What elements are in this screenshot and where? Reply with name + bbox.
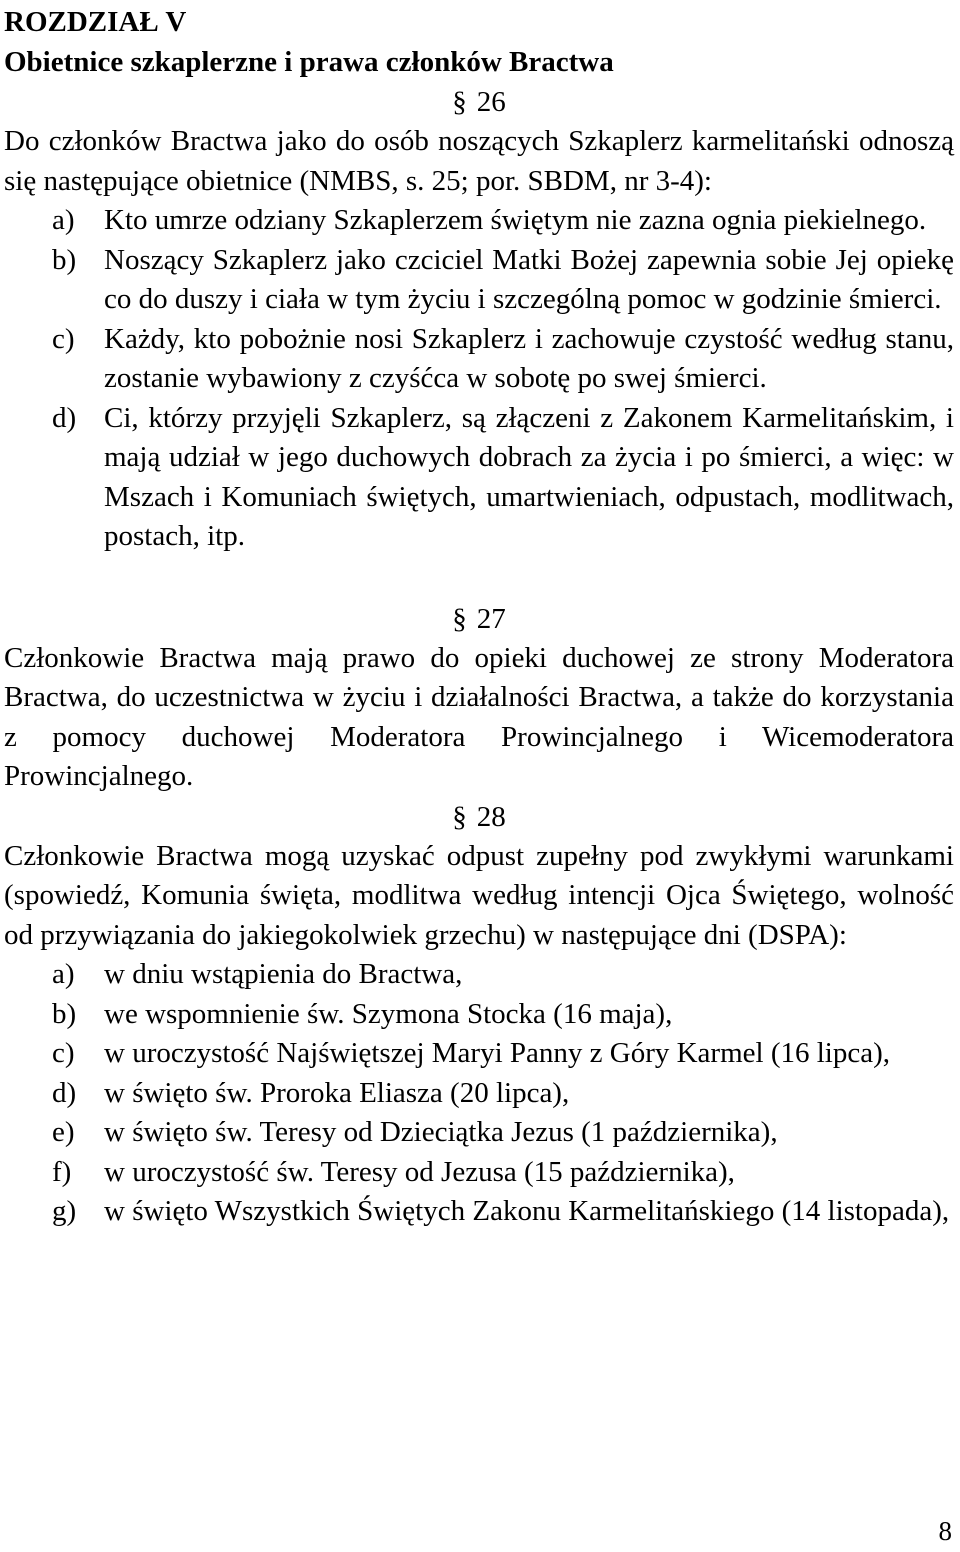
section-intro: Członkowie Bractwa mają prawo do opieki duchowej ze strony Moderatora Bractwa, do uczestnictwa w życiu i działalności Bractwa, a także do korzystania z pomocy duchowej Moderatora Prowincjalnego i Wicemoderatora Prowincjalnego. bbox=[4, 641, 954, 792]
list-item bbox=[4, 1113, 954, 1153]
list-item bbox=[4, 1153, 954, 1193]
list-marker: b) bbox=[52, 997, 77, 1030]
list-marker: a) bbox=[52, 204, 75, 236]
list-item-text: Noszący Szkaplerz jako czciciel Matki Bożej zapewnia sobie Jej opiekę co do duszy i ciała w tym życiu i szczególną pomoc w godzinie śmierci. bbox=[104, 243, 954, 315]
section-sign: § bbox=[452, 86, 467, 118]
chapter-heading: Obietnice szkaplerzne i prawa członków Bractwa bbox=[4, 46, 614, 78]
list-marker: d) bbox=[52, 1076, 77, 1109]
list-item-text: w uroczystość Najświętszej Maryi Panny z Góry Karmel (16 lipca), bbox=[104, 1037, 890, 1069]
section-intro: Do członków Bractwa jako do osób noszących Szkaplerz karmelitański odnoszą się następujące obietnice (NMBS, s. 25; por. SBDM, nr 3-4): bbox=[4, 125, 954, 197]
list-item bbox=[4, 241, 954, 320]
section-number bbox=[4, 599, 954, 639]
indulgence-days-list bbox=[4, 955, 954, 1232]
list-item bbox=[4, 1034, 954, 1074]
list-marker: b) bbox=[52, 243, 77, 276]
list-item bbox=[4, 1192, 954, 1232]
list-item-text: Każdy, kto pobożnie nosi Szkaplerz i zachowuje czystość według stanu, zostanie wybawiony z czyśćca w sobotę po swej śmierci. bbox=[104, 322, 954, 394]
list-marker: d) bbox=[52, 401, 77, 434]
list-item bbox=[4, 995, 954, 1035]
list-item-text: w dniu wstąpienia do Bractwa, bbox=[104, 958, 463, 990]
section-number-value: 26 bbox=[476, 86, 506, 118]
list-item-text: w uroczystość św. Teresy od Jezusa (15 października), bbox=[104, 1155, 735, 1188]
section-number-value: 28 bbox=[476, 800, 506, 833]
list-item-text: Kto umrze odziany Szkaplerzem świętym nie zazna ognia piekielnego. bbox=[104, 204, 927, 236]
list-marker: f) bbox=[52, 1155, 72, 1188]
section-sign: § bbox=[452, 800, 467, 833]
list-item-text: w święto Wszystkich Świętych Zakonu Karmelitańskiego (14 listopada), bbox=[104, 1195, 950, 1227]
list-item bbox=[4, 320, 954, 399]
promise-list bbox=[4, 201, 954, 557]
list-marker: e) bbox=[52, 1116, 75, 1148]
page-number: 8 bbox=[938, 1516, 952, 1546]
list-marker: c) bbox=[52, 322, 75, 355]
section-number bbox=[4, 797, 954, 837]
section-number bbox=[4, 82, 954, 122]
list-marker: g) bbox=[52, 1195, 77, 1227]
section-number-value: 27 bbox=[476, 602, 506, 635]
list-item bbox=[4, 1074, 954, 1114]
list-item-text: w święto św. Proroka Eliasza (20 lipca), bbox=[104, 1076, 570, 1109]
list-item bbox=[4, 201, 954, 241]
list-item-text: w święto św. Teresy od Dzieciątka Jezus (1 października), bbox=[104, 1116, 778, 1148]
list-item bbox=[4, 399, 954, 557]
list-marker: a) bbox=[52, 958, 75, 990]
list-marker: c) bbox=[52, 1037, 75, 1069]
list-item-text: Ci, którzy przyjęli Szkaplerz, są złączeni z Zakonem Karmelitańskim, i mają udział w jego duchowych dobrach za życia i po śmierci, a więc: w Mszach i Komuniach świętych, umartwieniach, odpustach, modlitwach, postach, itp. bbox=[104, 401, 954, 552]
list-item-text: we wspomnienie św. Szymona Stocka (16 maja), bbox=[104, 997, 673, 1030]
chapter-title: ROZDZIAŁ V bbox=[4, 6, 187, 38]
section-intro: Członkowie Bractwa mogą uzyskać odpust zupełny pod zwykłymi warunkami (spowiedź, Komunia święta, modlitwa według intencji Ojca Świętego, wolność od przywiązania do jakiegokolwiek grzechu) w następujące dni (DSPA): bbox=[4, 839, 954, 951]
document-page bbox=[4, 0, 954, 1232]
spacer bbox=[4, 557, 954, 599]
section-sign: § bbox=[452, 602, 467, 635]
list-item bbox=[4, 955, 954, 995]
